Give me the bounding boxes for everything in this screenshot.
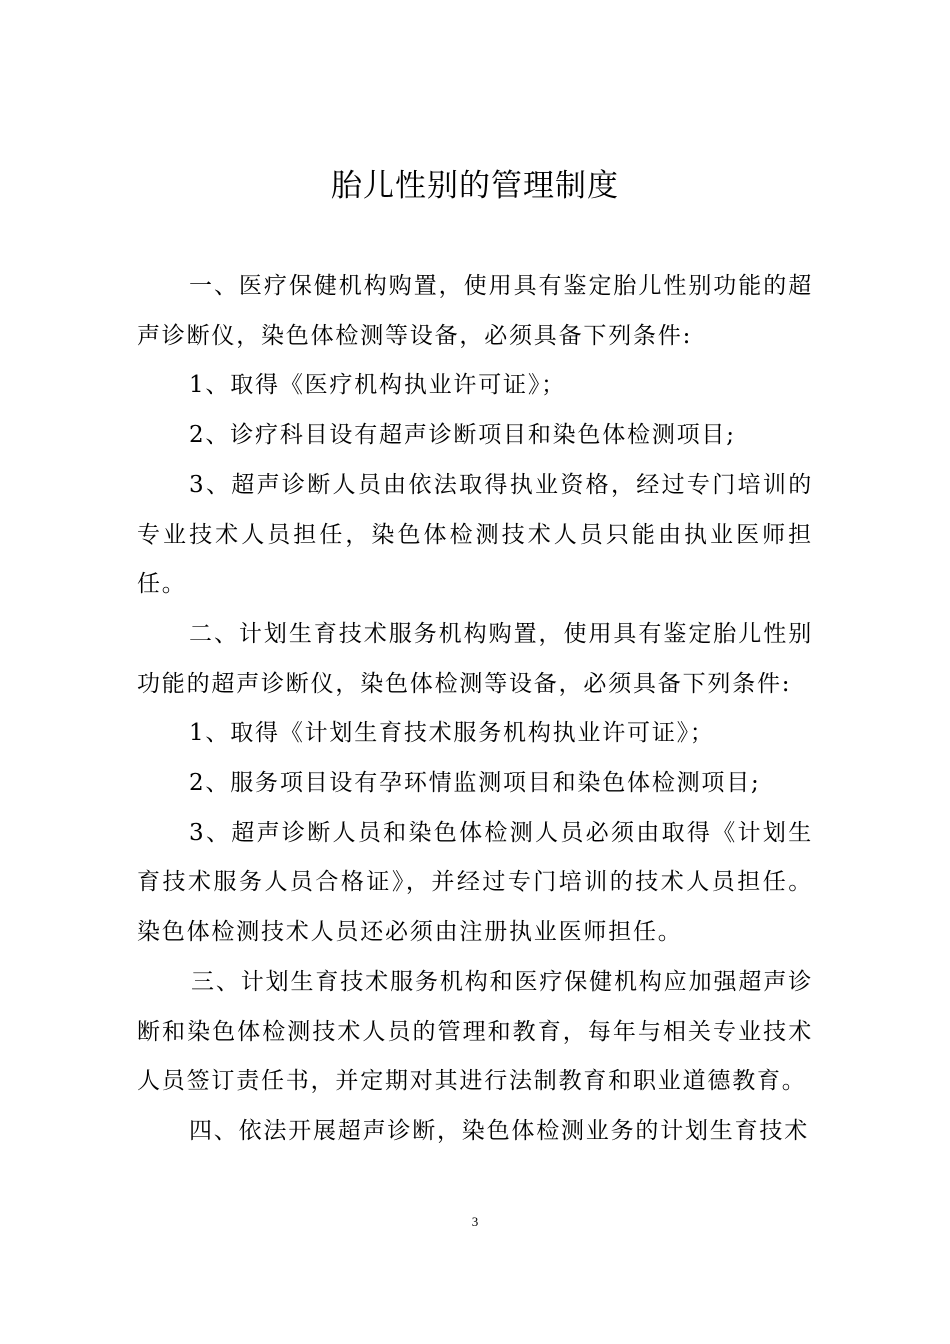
paragraph-section-4: 四、依法开展超声诊断，染色体检测业务的计划生育技术 [189,1117,809,1144]
paragraph-item-2-2: 2、服务项目设有孕环情监测项目和染色体检测项目; [189,770,761,797]
paragraph-item-1-1: 1、取得《医疗机构执业许可证》； [189,372,566,399]
paragraph-section-1: 一、医疗保健机构购置，使用具有鉴定胎儿性别功能的超声诊断仪，染色体检测等设备，必须具备下列条件: [137,273,813,349]
paragraph-section-2: 二、计划生育技术服务机构购置，使用具有鉴定胎儿性别功能的超声诊断仪，染色体检测等设备，必须具备下列条件: [137,620,813,697]
document-title: 胎儿性别的管理制度 [331,168,619,204]
paragraph-item-1-3: 3、超声诊断人员由依法取得执业资格，经过专门培训的专业技术人员担任，染色体检测技术人员只能由执业医师担任。 [137,471,813,598]
paragraph-item-2-1: 1、取得《计划生育技术服务机构执业许可证》； [189,720,715,747]
page-number: 3 [471,1214,479,1229]
paragraph-item-1-2: 2、诊疗科目设有超声诊断项目和染色体检测项目; [189,422,736,449]
paragraph-section-3: 三、计划生育技术服务机构和医疗保健机构应加强超声诊断和染色体检测技术人员的管理和教育，每年与相关专业技术人员签订责任书，并定期对其进行法制教育和职业道德教育。 [137,968,813,1095]
paragraph-item-2-3: 3、超声诊断人员和染色体检测人员必须由取得《计划生育技术服务人员合格证》，并经过专门培训的技术人员担任。染色体检测技术人员还必须由注册执业医师担任。 [137,819,813,946]
document-body [137,262,813,1157]
